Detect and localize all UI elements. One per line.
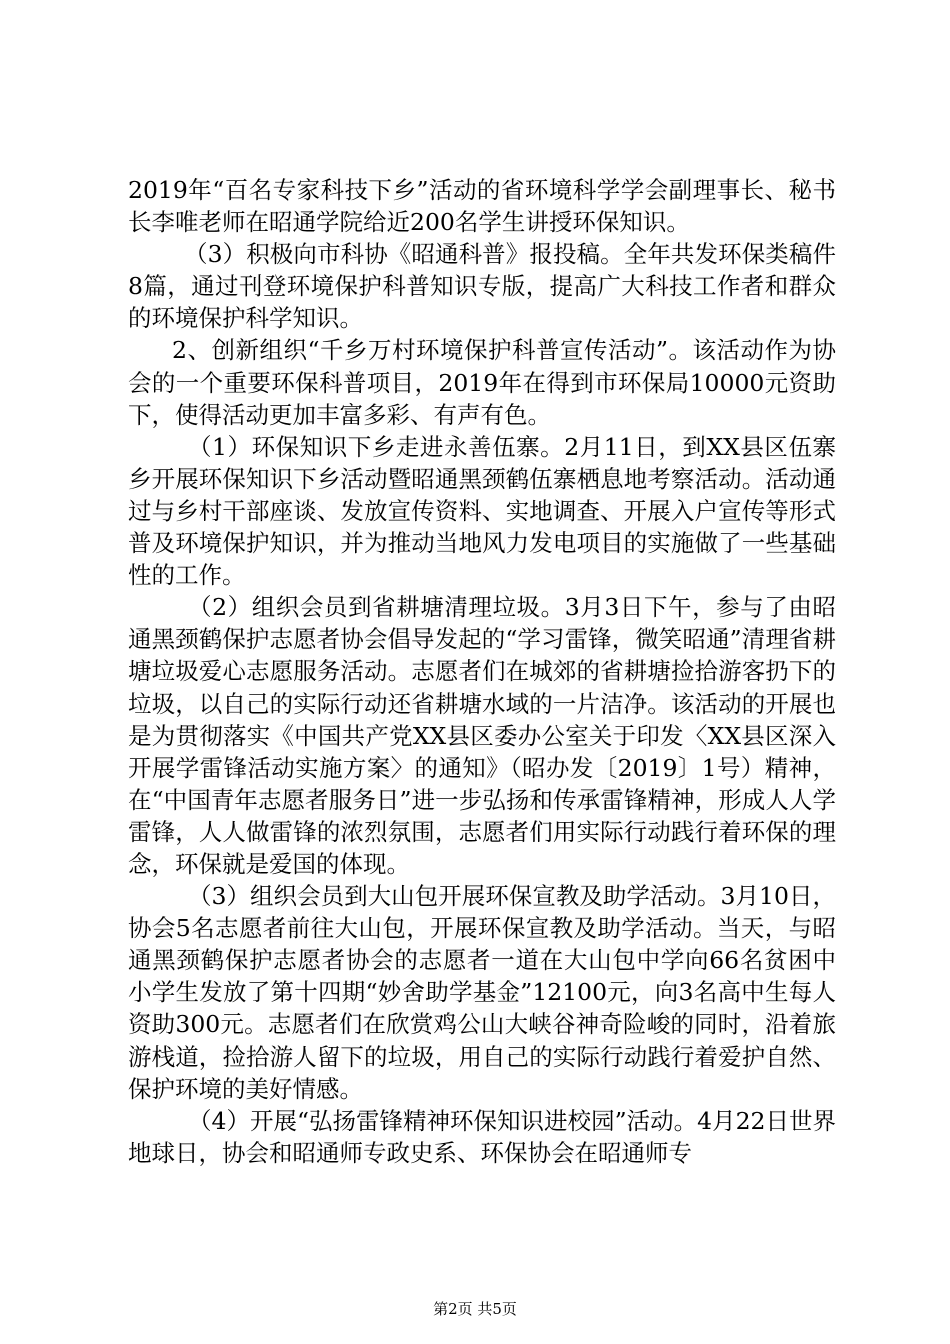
paragraph-item-3-dashanbao: （3）组织会员到大山包开展环保宣教及助学活动。3月10日，协会5名志愿者前往大山包，开展环保宣教及助学活动。当天，与昭通黑颈鹤保护志愿者协会的志愿者一道在大山包中学向66名贫困中小学生发放了第十四期“妙舍助学基金”12100元，向3名高中生每人资助300元。志愿者们在欣赏鸡公山大峡谷神奇险峻的同时，沿着旅游栈道，捡拾游人留下的垃圾，用自己的实际行动践行着爱护自然、保护环境的美好情感。: [128, 882, 836, 1103]
page-number-footer: 第2页 共5页: [433, 1300, 517, 1318]
paragraph-item-2-shenggengtang: （2）组织会员到省耕塘清理垃圾。3月3日下午，参与了由昭通黑颈鹤保护志愿者协会倡导发起的“学习雷锋，微笑昭通”清理省耕塘垃圾爱心志愿服务活动。志愿者们在城郊的省耕塘捡拾游客扔下的垃圾，以自己的实际行动还省耕塘水域的一片洁净。该活动的开展也是为贯彻落实《中国共产党XX县区委办公室关于印发〈XX县区深入开展学雷锋活动实施方案〉的通知》（昭办发〔2019〕1号）精神，在“中国青年志愿者服务日”进一步弘扬和传承雷锋精神，形成人人学雷锋，人人做雷锋的浓烈氛围，志愿者们用实际行动践行着环保的理念，环保就是爱国的体现。: [128, 593, 836, 878]
paragraph-section-2: 2、创新组织“千乡万村环境保护科普宣传活动”。该活动作为协会的一个重要环保科普项目，2019年在得到市环保局10000元资助下，使得活动更加丰富多彩、有声有色。: [128, 336, 836, 429]
paragraph-item-1-wuzhai: （1）环保知识下乡走进永善伍寨。2月11日，到XX县区伍寨乡开展环保知识下乡活动暨昭通黑颈鹤伍寨栖息地考察活动。活动通过与乡村干部座谈、发放宣传资料、实地调查、开展入户宣传等形式普及环境保护知识，并为推动当地风力发电项目的实施做了一些基础性的工作。: [128, 432, 836, 590]
paragraph-item-3-submission: （3）积极向市科协《昭通科普》报投稿。全年共发环保类稿件8篇，通过刊登环境保护科普知识专版，提高广大科技工作者和群众的环境保护科学知识。: [128, 240, 836, 333]
document-body: [128, 174, 836, 1169]
paragraph-continuation: 2019年“百名专家科技下乡”活动的省环境科学学会副理事长、秘书长李唯老师在昭通学院给近200名学生讲授环保知识。: [128, 176, 836, 237]
paragraph-item-4-campus: （4）开展“弘扬雷锋精神环保知识进校园”活动。4月22日世界地球日，协会和昭通师专政史系、环保协会在昭通师专: [128, 1106, 836, 1167]
